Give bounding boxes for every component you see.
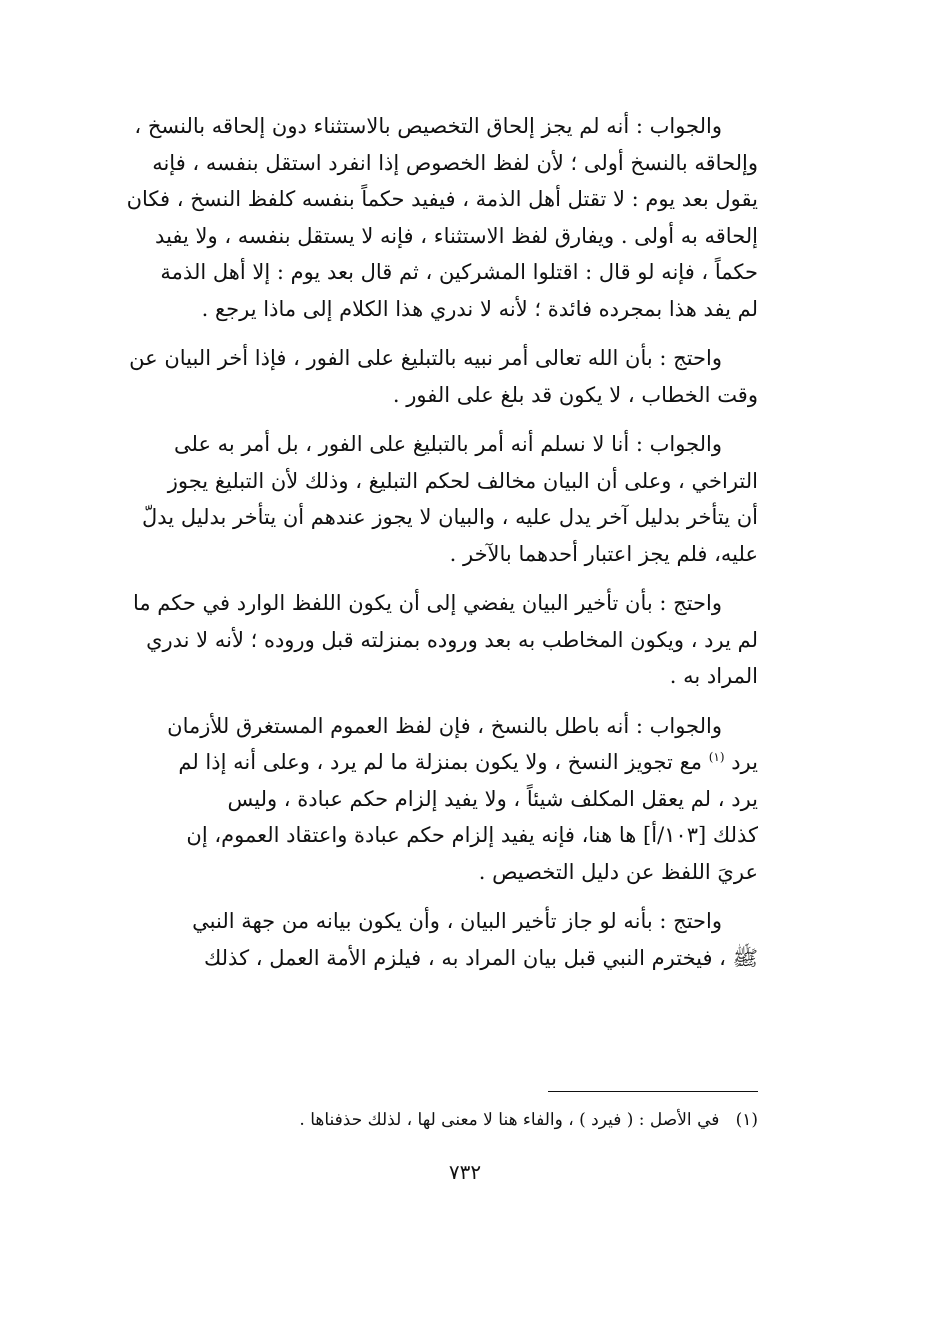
text-line: ﷺ ، فيخترم النبي قبل بيان المراد به ، فيلزم الأمة العمل ، كذلك [203,945,758,970]
text-line: المراد به . [669,664,758,688]
text-line: والجواب : أنا لا نسلم أنه أمر بالتبليغ على الفور ، بل أمر به على [174,432,722,456]
paragraph-answer-2 [118,426,758,572]
text-line: عريَ اللفظ عن دليل التخصيص . [478,859,758,884]
paragraph-objection-2 [118,585,758,695]
page-number: ٧٣٢ [448,1160,482,1184]
paragraph-objection-1 [118,340,758,413]
footnote-divider [548,1091,758,1092]
text-line: لم يرد ، ويكون المخاطب به بعد وروده بمنزلته قبل وروده ؛ لأنه لا ندري [146,627,758,652]
text-line: واحتج : بأنه لو جاز تأخير البيان ، وأن يكون بيانه من جهة النبي [192,909,722,933]
text-line: يرد ، لم يعقل المكلف شيئاً ، ولا يفيد إلزام حكم عبادة ، وليس [227,786,758,811]
footnote [118,1106,758,1134]
text-line: عليه، فلم يجز اعتبار أحدهما بالآخر . [449,541,758,566]
footnote-text: في الأصل : ( فيرد ) ، والفاء هنا لا معنى لها ، لذلك حذفناها . [299,1110,720,1130]
paragraph-answer-1 [118,108,758,327]
text-line: واحتج : بأن الله تعالى أمر نبيه بالتبليغ على الفور ، فإذا أخر البيان عن [129,346,722,370]
text-fragment: يرد [731,750,758,774]
text-line: إلحاقه به أولى . ويفارق لفظ الاستثناء ، فإنه لا يستقل بنفسه ، ولا يفيد [155,223,758,248]
paragraph-objection-3 [118,903,758,976]
text-line: يقول بعد يوم : لا تقتل أهل الذمة ، فيفيد حكماً بنفسه كلفظ النسخ ، فكان [126,187,758,211]
text-line: التراخي ، وعلى أن البيان مخالف لحكم التبليغ ، وذلك لأن التبليغ يجوز [167,468,758,493]
text-line: واحتج : بأن تأخير البيان يفضي إلى أن يكون اللفظ الوارد في حكم ما [132,591,722,615]
text-line: وقت الخطاب ، لا يكون قد بلغ على الفور . [392,382,758,407]
footnote-number: (١) [735,1110,758,1130]
text-line: حكماً ، فإنه لو قال : اقتلوا المشركين ، ثم قال بعد يوم : إلا أهل الذمة [160,260,758,284]
text-line: أن يتأخر بدليل آخر يدل عليه ، والبيان لا يجوز عندهم أن يتأخر بدليل يدلّ [142,505,758,529]
paragraph-answer-3 [118,708,758,891]
text-line [118,744,758,781]
text-line: كذلك [١٠٣/أ] ها هنا، فإنه يفيد إلزام حكم عبادة واعتقاد العموم، إن [186,823,758,847]
text-fragment: مع تجويز النسخ ، ولا يكون بمنزلة ما لم يرد ، وعلى أنه إذا لم [178,750,702,774]
main-text [118,108,758,989]
text-line: وإلحاقه بالنسخ أولى ؛ لأن لفظ الخصوص إذا انفرد استقل بنفسه ، فإنه [152,150,758,175]
text-line: والجواب : أنه لم يجز إلحاق التخصيص بالاستثناء دون إلحاقه بالنسخ ، [134,114,722,138]
text-line: والجواب : أنه باطل بالنسخ ، فإن لفظ العموم المستغرق للأزمان [167,713,722,738]
text-line: لم يفد هذا بمجرده فائدة ؛ لأنه لا ندري هذا الكلام إلى ماذا يرجع . [201,296,758,321]
footnote-reference[interactable]: (١) [708,750,725,764]
